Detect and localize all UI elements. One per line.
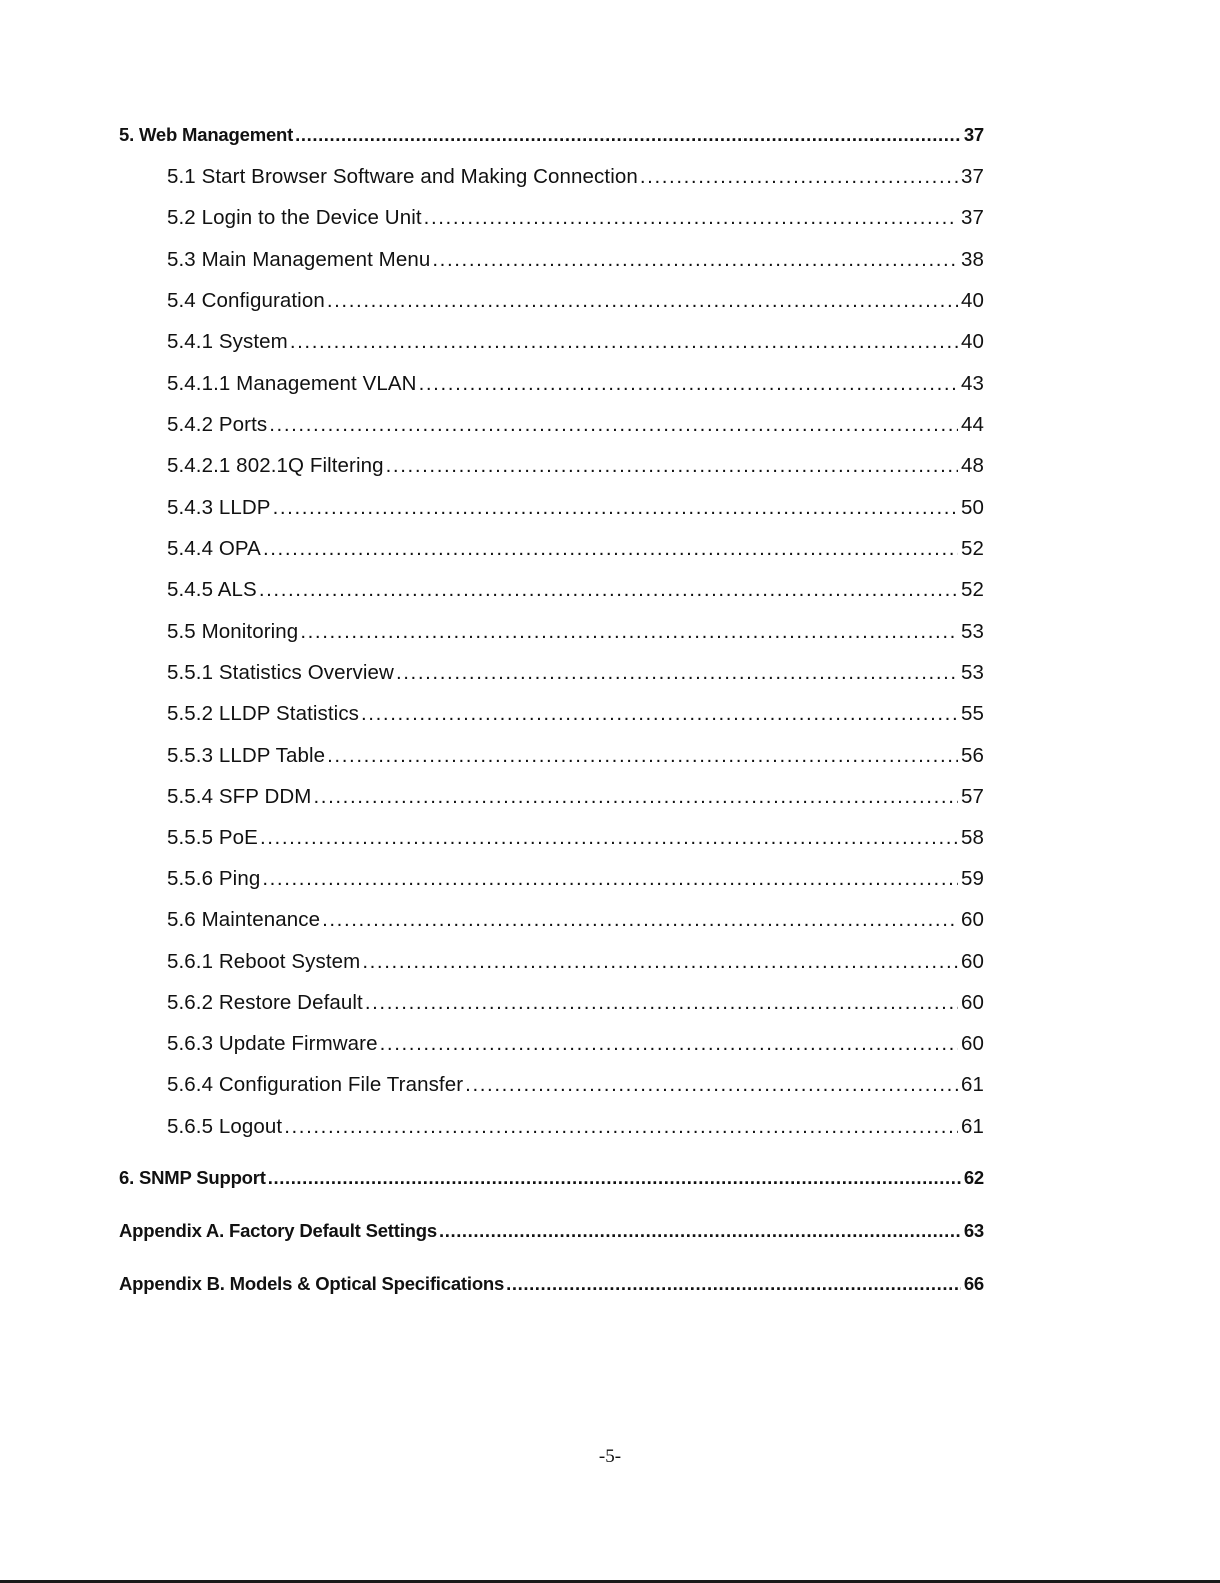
toc-dot-leader xyxy=(506,1273,961,1295)
toc-entry-title: 5.1 Start Browser Software and Making Connection xyxy=(167,165,638,188)
toc-dot-leader xyxy=(322,908,958,932)
toc-dot-leader xyxy=(269,413,958,437)
toc-entry-title: 5.4.2.1 802.1Q Filtering xyxy=(167,454,384,477)
toc-entry-title: 5.5.5 PoE xyxy=(167,826,258,849)
toc-dot-leader xyxy=(327,289,958,313)
toc-entry-title: 5.2 Login to the Device Unit xyxy=(167,206,422,229)
toc-dot-leader xyxy=(361,702,958,726)
toc-entry-page-number: 57 xyxy=(960,785,984,808)
toc-entry-page-number: 56 xyxy=(960,744,984,767)
toc-entry-title: 5.4.3 LLDP xyxy=(167,496,271,519)
toc-entry-title: 5.5.1 Statistics Overview xyxy=(167,661,394,684)
toc-dot-leader xyxy=(290,330,958,354)
toc-dot-leader xyxy=(432,248,958,272)
toc-dot-leader xyxy=(263,537,958,561)
toc-entry[interactable] xyxy=(167,289,984,313)
toc-entry[interactable] xyxy=(167,826,984,850)
toc-entry-page-number: 60 xyxy=(960,991,984,1014)
toc-dot-leader xyxy=(396,661,958,685)
toc-entry-title: 5.4 Configuration xyxy=(167,289,325,312)
toc-entry[interactable] xyxy=(167,454,984,478)
toc-dot-leader xyxy=(424,206,958,230)
toc-dot-leader xyxy=(300,620,958,644)
toc-entry-page-number: 52 xyxy=(960,537,984,560)
toc-entry-title: 5.6.4 Configuration File Transfer xyxy=(167,1073,464,1096)
toc-dot-leader xyxy=(362,950,958,974)
toc-entry-page-number: 37 xyxy=(963,124,984,145)
toc-entry-title: Appendix A. Factory Default Settings xyxy=(119,1220,437,1241)
toc-dot-leader xyxy=(262,867,958,891)
toc-entry[interactable] xyxy=(167,537,984,561)
toc-entry-page-number: 40 xyxy=(960,330,984,353)
toc-entry-page-number: 55 xyxy=(960,702,984,725)
toc-dot-leader xyxy=(386,454,958,478)
toc-entry-page-number: 61 xyxy=(960,1115,984,1138)
toc-entry[interactable] xyxy=(167,578,984,602)
toc-entry[interactable] xyxy=(167,206,984,230)
toc-entry-title: 5.4.4 OPA xyxy=(167,537,261,560)
toc-dot-leader xyxy=(419,372,958,396)
page-number: -5- xyxy=(598,1446,622,1467)
toc-entry[interactable] xyxy=(167,991,984,1015)
toc-entry-page-number: 61 xyxy=(960,1073,984,1096)
toc-entry[interactable] xyxy=(167,330,984,354)
toc-entry[interactable] xyxy=(119,1273,984,1295)
toc-entry[interactable] xyxy=(167,413,984,437)
toc-entry[interactable] xyxy=(167,785,984,809)
toc-entry-page-number: 37 xyxy=(960,165,984,188)
toc-entry-page-number: 44 xyxy=(960,413,984,436)
toc-dot-leader xyxy=(313,785,958,809)
toc-entry-page-number: 53 xyxy=(960,620,984,643)
toc-entry[interactable] xyxy=(167,1115,984,1139)
toc-entry-page-number: 62 xyxy=(963,1167,984,1188)
toc-dot-leader xyxy=(380,1032,958,1056)
toc-entry-page-number: 43 xyxy=(960,372,984,395)
toc-entry[interactable] xyxy=(167,661,984,685)
toc-entry-title: 5.5 Monitoring xyxy=(167,620,299,643)
toc-dot-leader xyxy=(465,1073,958,1097)
toc-entry-title: 5.5.6 Ping xyxy=(167,867,261,890)
toc-entry-title: 5.6.5 Logout xyxy=(167,1115,283,1138)
toc-entry-page-number: 60 xyxy=(960,908,984,931)
toc-entry[interactable] xyxy=(167,744,984,768)
toc-entry-page-number: 38 xyxy=(960,248,984,271)
toc-entry-page-number: 40 xyxy=(960,289,984,312)
toc-entry-title: 5.4.5 ALS xyxy=(167,578,257,601)
toc-entry-title: 5.6.3 Update Firmware xyxy=(167,1032,378,1055)
toc-entry[interactable] xyxy=(167,950,984,974)
toc-entry[interactable] xyxy=(119,1167,984,1189)
toc-dot-leader xyxy=(439,1220,961,1242)
toc-dot-leader xyxy=(284,1115,958,1139)
toc-dot-leader xyxy=(260,826,958,850)
toc-dot-leader xyxy=(327,744,958,768)
toc-entry-title: 5.4.2 Ports xyxy=(167,413,268,436)
toc-entry-page-number: 60 xyxy=(960,1032,984,1055)
toc-entry[interactable] xyxy=(167,702,984,726)
toc-entry-title: 5.6.1 Reboot System xyxy=(167,950,361,973)
toc-dot-leader xyxy=(640,165,958,189)
toc-entry[interactable] xyxy=(167,372,984,396)
toc-entry-title: 5.5.3 LLDP Table xyxy=(167,744,326,767)
toc-entry[interactable] xyxy=(167,908,984,932)
toc-entry-title: 5.5.2 LLDP Statistics xyxy=(167,702,360,725)
toc-entry-title: 5.6 Maintenance xyxy=(167,908,321,931)
toc-entry-page-number: 50 xyxy=(960,496,984,519)
toc-entry[interactable] xyxy=(167,620,984,644)
toc-entry[interactable] xyxy=(167,248,984,272)
toc-entry-page-number: 63 xyxy=(963,1220,984,1241)
toc-entry-page-number: 52 xyxy=(960,578,984,601)
toc-dot-leader xyxy=(273,496,958,520)
toc-entry-title: Appendix B. Models & Optical Specifications xyxy=(119,1273,505,1294)
toc-dot-leader xyxy=(259,578,958,602)
toc-dot-leader xyxy=(295,124,961,146)
toc-entry[interactable] xyxy=(167,1073,984,1097)
toc-dot-leader xyxy=(365,991,958,1015)
toc-entry-title: 5.6.2 Restore Default xyxy=(167,991,363,1014)
toc-entry[interactable] xyxy=(167,165,984,189)
toc-entry-page-number: 48 xyxy=(960,454,984,477)
toc-entry[interactable] xyxy=(167,1032,984,1056)
toc-entry-title: 6. SNMP Support xyxy=(119,1167,266,1188)
toc-entry-title: 5.4.1 System xyxy=(167,330,288,353)
toc-entry-page-number: 58 xyxy=(960,826,984,849)
toc-entry[interactable] xyxy=(119,1220,984,1242)
toc-entry-page-number: 66 xyxy=(963,1273,984,1294)
toc-entry-page-number: 37 xyxy=(960,206,984,229)
toc-entry-title: 5.5.4 SFP DDM xyxy=(167,785,312,808)
toc-entry-title: 5.4.1.1 Management VLAN xyxy=(167,372,417,395)
toc-entry[interactable] xyxy=(119,124,984,146)
toc-entry-page-number: 59 xyxy=(960,867,984,890)
toc-entry[interactable] xyxy=(167,496,984,520)
toc-dot-leader xyxy=(268,1167,961,1189)
toc-entry-title: 5. Web Management xyxy=(119,124,294,145)
toc-entry-page-number: 53 xyxy=(960,661,984,684)
toc-entry[interactable] xyxy=(167,867,984,891)
toc-entry-title: 5.3 Main Management Menu xyxy=(167,248,431,271)
toc-entry-page-number: 60 xyxy=(960,950,984,973)
